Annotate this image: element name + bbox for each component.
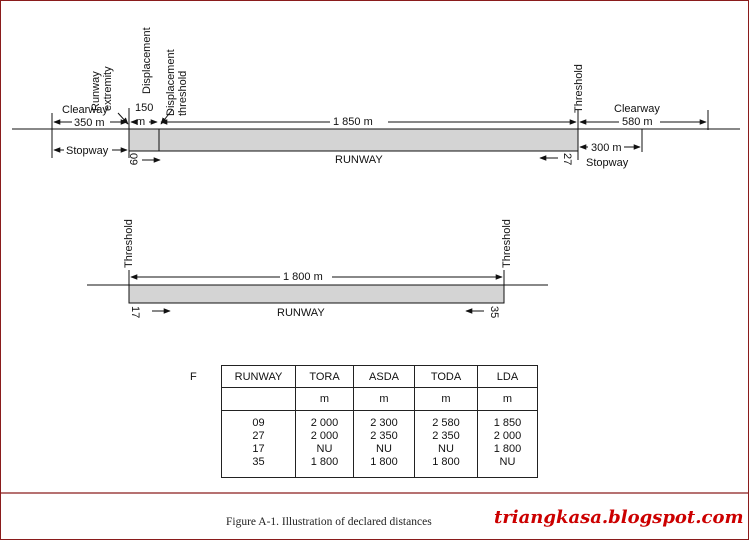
runway-label-2: RUNWAY (277, 307, 325, 319)
header-runway: RUNWAY (222, 366, 296, 388)
label-threshold-35: Threshold (501, 219, 513, 268)
table-cell: 2 000 (493, 430, 522, 442)
clearway-left-dist: 350 m (74, 117, 105, 129)
designator-17: 17 (129, 306, 141, 319)
table-cell: 1 800 (432, 456, 460, 468)
diagram-2 (87, 219, 548, 319)
table-cell: 2 000 (310, 430, 339, 442)
col-runway (222, 411, 296, 478)
table-cell: 1 850 (493, 417, 522, 429)
table-cell: 17 (252, 443, 265, 455)
table-cell: 2 350 (432, 430, 460, 442)
table-header-row (222, 366, 538, 388)
label-runway-extremity-2: extremity (102, 66, 114, 111)
header-asda: ASDA (354, 366, 415, 388)
designator-09: 09 (127, 153, 139, 166)
declared-distances-table (221, 365, 538, 478)
runway-strip-1 (129, 129, 578, 151)
header-tora: TORA (296, 366, 354, 388)
unit-toda: m (415, 388, 478, 411)
table-cell: 2 300 (370, 417, 398, 429)
table-cell: NU (499, 456, 516, 468)
label-threshold-27: Threshold (573, 64, 585, 113)
watermark: triangkasa.blogspot.com (494, 507, 744, 528)
table-cell: 27 (252, 430, 265, 442)
clearway-left-label: Clearway (62, 104, 108, 116)
table-cell: 2 000 (310, 417, 339, 429)
displacement-unit: m (136, 116, 146, 128)
table-cell: 09 (252, 417, 265, 429)
header-lda: LDA (478, 366, 538, 388)
unit-tora: m (296, 388, 354, 411)
table-cell: 1 800 (310, 456, 339, 468)
table-cell: 35 (252, 456, 265, 468)
table-cell: 1 800 (493, 443, 522, 455)
table-data-row (222, 411, 538, 478)
table-cell: 2 350 (370, 430, 398, 442)
stopway-left-label: Stopway (66, 145, 109, 157)
label-displacement-threshold-2: threshold (177, 70, 189, 116)
table-unit-row (222, 388, 538, 411)
unit-runway (222, 388, 296, 411)
unit-asda: m (354, 388, 415, 411)
table-cell: 1 800 (370, 456, 398, 468)
table-cell: 2 580 (432, 417, 460, 429)
displacement-dist: 150 (135, 102, 154, 114)
col-lda (478, 411, 538, 478)
table-cell: NU (438, 443, 454, 455)
clearway-right-label: Clearway (614, 103, 660, 115)
runway-length-1: 1 850 m (333, 116, 373, 128)
table-side-label: F (190, 371, 197, 383)
label-threshold-17: Threshold (123, 219, 135, 268)
table-cell: NU (376, 443, 392, 455)
col-tora (296, 411, 354, 478)
header-toda: TODA (415, 366, 478, 388)
clearway-right-dist: 580 m (622, 116, 653, 128)
runway-label-1: RUNWAY (335, 154, 383, 166)
unit-lda: m (478, 388, 538, 411)
label-displacement: Displacement (141, 27, 153, 94)
figure-caption: Figure A-1. Illustration of declared distances (226, 516, 432, 528)
runway-strip-2 (129, 285, 504, 303)
designator-27: 27 (561, 153, 573, 166)
stopway-right-label: Stopway (586, 157, 629, 169)
col-asda (354, 411, 415, 478)
label-displacement-threshold-1: Displacement (165, 49, 177, 116)
diagram-1 (12, 27, 740, 169)
table-cell: NU (316, 443, 333, 455)
label-runway-extremity-1: Runway (90, 71, 102, 111)
designator-35: 35 (488, 306, 500, 319)
runway-length-2: 1 800 m (283, 271, 323, 283)
col-toda (415, 411, 478, 478)
stopway-right-dist: 300 m (591, 142, 622, 154)
